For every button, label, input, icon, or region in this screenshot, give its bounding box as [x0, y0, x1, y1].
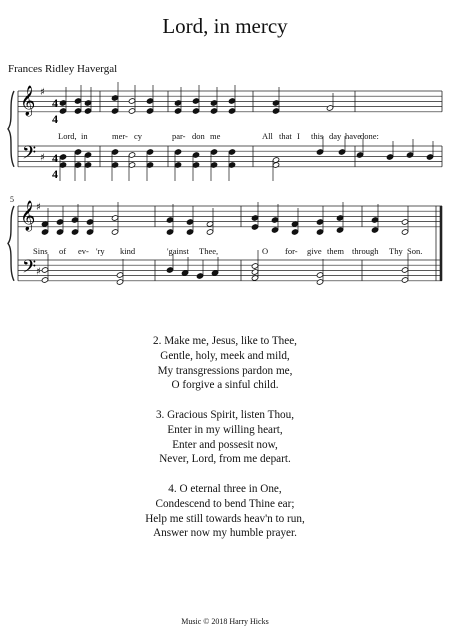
- note-head: [401, 219, 408, 225]
- author-credit: Frances Ridley Havergal: [8, 63, 118, 75]
- time-signature-top: 4: [52, 96, 58, 110]
- verse-line: 2. Make me, Jesus, like to Thee,: [153, 335, 297, 347]
- verse-4: [0, 482, 450, 541]
- verse-line: Enter in my willing heart,: [167, 423, 283, 436]
- note-head: [271, 217, 278, 223]
- lyric-syllable: Thee,: [199, 246, 219, 256]
- measure-number: 5: [10, 195, 14, 204]
- verse-line: Answer now my humble prayer.: [153, 527, 297, 540]
- note-head: [386, 154, 393, 160]
- note-head: [174, 108, 181, 114]
- note-head: [116, 272, 123, 278]
- note-head: [111, 149, 118, 155]
- brace: [8, 91, 14, 167]
- note-head: [272, 100, 279, 106]
- note-head: [146, 108, 153, 114]
- lyric-syllable: this: [311, 131, 324, 141]
- note-head: [166, 217, 173, 223]
- note-head: [111, 229, 118, 235]
- treble-clef: 𝄞: [20, 86, 36, 116]
- note-head: [174, 162, 181, 168]
- note-head: [228, 149, 235, 155]
- time-signature-bottom: 4: [52, 112, 58, 126]
- lyrics-line-2: [33, 246, 422, 256]
- note-head: [128, 152, 135, 158]
- note-head: [206, 229, 213, 235]
- note-head: [401, 229, 408, 235]
- note-head: [272, 108, 279, 114]
- note-head: [326, 105, 333, 111]
- note-head: [192, 152, 199, 158]
- note-head: [406, 152, 413, 158]
- key-signature-sharp: ♯: [40, 152, 45, 164]
- note-head: [86, 229, 93, 235]
- note-head: [84, 152, 91, 158]
- lyric-syllable: par-: [172, 131, 186, 141]
- note-head: [186, 229, 193, 235]
- note-head: [228, 98, 235, 104]
- note-head: [316, 229, 323, 235]
- lyric-syllable: All: [262, 131, 273, 141]
- key-signature-sharp: ♯: [36, 266, 41, 278]
- key-signature-sharp: ♯: [36, 202, 41, 213]
- lyric-syllable: done:: [360, 131, 379, 141]
- lyric-syllable: cy: [134, 131, 143, 141]
- verse-line: O forgive a sinful child.: [171, 379, 279, 392]
- lyric-syllable: Thy: [389, 246, 403, 256]
- lyric-syllable: for-: [285, 246, 298, 256]
- lyric-syllable: mer-: [112, 131, 128, 141]
- lyric-syllable: Sins: [33, 246, 48, 256]
- note-head: [116, 279, 123, 285]
- note-head: [166, 267, 173, 273]
- page-title: Lord, in mercy: [162, 14, 288, 38]
- note-head: [356, 152, 363, 158]
- note-head: [128, 98, 135, 104]
- treble-clef: 𝄞: [20, 201, 36, 231]
- note-head: [338, 149, 345, 155]
- verse-line: Help me still towards heav'n to run,: [145, 512, 305, 525]
- time-signature-top: 4: [52, 151, 58, 165]
- lyric-syllable: me: [210, 131, 221, 141]
- note-head: [71, 229, 78, 235]
- note-head: [336, 227, 343, 233]
- lyric-syllable: Son.: [407, 246, 423, 256]
- note-head: [210, 162, 217, 168]
- note-head: [84, 100, 91, 106]
- bass-clef: 𝄢: [22, 257, 37, 282]
- verse-line: Condescend to bend Thine ear;: [155, 497, 295, 510]
- note-head: [111, 108, 118, 114]
- note-head: [59, 154, 66, 160]
- note-head: [192, 108, 199, 114]
- note-head: [251, 263, 258, 269]
- note-head: [210, 100, 217, 106]
- note-head: [174, 149, 181, 155]
- note-head: [210, 149, 217, 155]
- lyric-syllable: them: [327, 246, 344, 256]
- note-head: [84, 108, 91, 114]
- note-head: [74, 162, 81, 168]
- verse-line: Gentle, holy, meek and mild,: [160, 349, 290, 362]
- lyric-syllable: have: [345, 131, 362, 141]
- lyric-syllable: day: [329, 131, 342, 141]
- note-head: [71, 217, 78, 223]
- note-head: [371, 227, 378, 233]
- note-head: [146, 149, 153, 155]
- note-head: [111, 95, 118, 101]
- note-head: [192, 98, 199, 104]
- lyric-syllable: ev-: [78, 246, 89, 256]
- note-head: [59, 162, 66, 168]
- verses: [0, 334, 450, 556]
- lyric-syllable: that: [279, 131, 292, 141]
- lyric-syllable: in: [81, 131, 88, 141]
- verse-line: 3. Gracious Spirit, listen Thou,: [155, 408, 295, 421]
- lyric-syllable: I: [297, 131, 300, 141]
- lyric-syllable: through: [352, 246, 379, 256]
- note-head: [336, 215, 343, 221]
- verse-line: My transgressions pardon me,: [157, 364, 293, 377]
- brace: [8, 206, 14, 281]
- note-head: [401, 277, 408, 283]
- note-head: [146, 162, 153, 168]
- note-head: [146, 98, 153, 104]
- note-head: [74, 108, 81, 114]
- lyric-syllable: O: [262, 246, 269, 256]
- note-head: [251, 269, 258, 275]
- verse-line: 4. O eternal three in One,: [168, 482, 282, 495]
- note-head: [111, 215, 118, 221]
- lyric-syllable: don: [192, 131, 205, 141]
- note-head: [186, 219, 193, 225]
- note-head: [251, 215, 258, 221]
- note-head: [316, 272, 323, 278]
- note-head: [196, 273, 203, 279]
- note-head: [401, 267, 408, 273]
- note-head: [59, 108, 66, 114]
- note-head: [86, 219, 93, 225]
- lyric-syllable: 'ry: [96, 246, 105, 256]
- note-head: [228, 108, 235, 114]
- note-head: [84, 162, 91, 168]
- note-head: [251, 224, 258, 230]
- verse-line: Never, Lord, from me depart.: [159, 453, 291, 466]
- lyric-syllable: 'gainst: [167, 246, 189, 256]
- note-head: [228, 162, 235, 168]
- copyright-footer: Music © 2018 Harry Hicks: [181, 617, 269, 626]
- note-head: [316, 279, 323, 285]
- note-head: [192, 162, 199, 168]
- verse-3: [0, 408, 450, 467]
- note-head: [41, 229, 48, 235]
- note-head: [271, 227, 278, 233]
- note-head: [74, 149, 81, 155]
- note-head: [111, 162, 118, 168]
- note-head: [316, 219, 323, 225]
- note-head: [426, 154, 433, 160]
- note-head: [41, 267, 48, 273]
- note-head: [128, 162, 135, 168]
- note-head: [74, 98, 81, 104]
- note-head: [56, 229, 63, 235]
- note-head: [166, 229, 173, 235]
- bass-clef: 𝄢: [22, 143, 37, 168]
- verse-line: Enter and possesit now,: [172, 438, 278, 451]
- lyric-syllable: kind: [120, 246, 136, 256]
- note-head: [371, 217, 378, 223]
- note-head: [272, 162, 279, 168]
- note-head: [174, 100, 181, 106]
- note-head: [56, 219, 63, 225]
- note-head: [316, 149, 323, 155]
- note-head: [210, 108, 217, 114]
- time-signature-bottom: 4: [52, 167, 58, 181]
- verse-2: [0, 334, 450, 393]
- key-signature-sharp: ♯: [40, 87, 45, 98]
- lyric-syllable: give: [307, 246, 322, 256]
- lyric-syllable: of: [59, 246, 67, 256]
- note-head: [128, 108, 135, 114]
- lyrics-line-1: [58, 131, 379, 141]
- note-head: [59, 100, 66, 106]
- note-head: [41, 277, 48, 283]
- note-head: [291, 229, 298, 235]
- lyric-syllable: Lord,: [58, 131, 77, 141]
